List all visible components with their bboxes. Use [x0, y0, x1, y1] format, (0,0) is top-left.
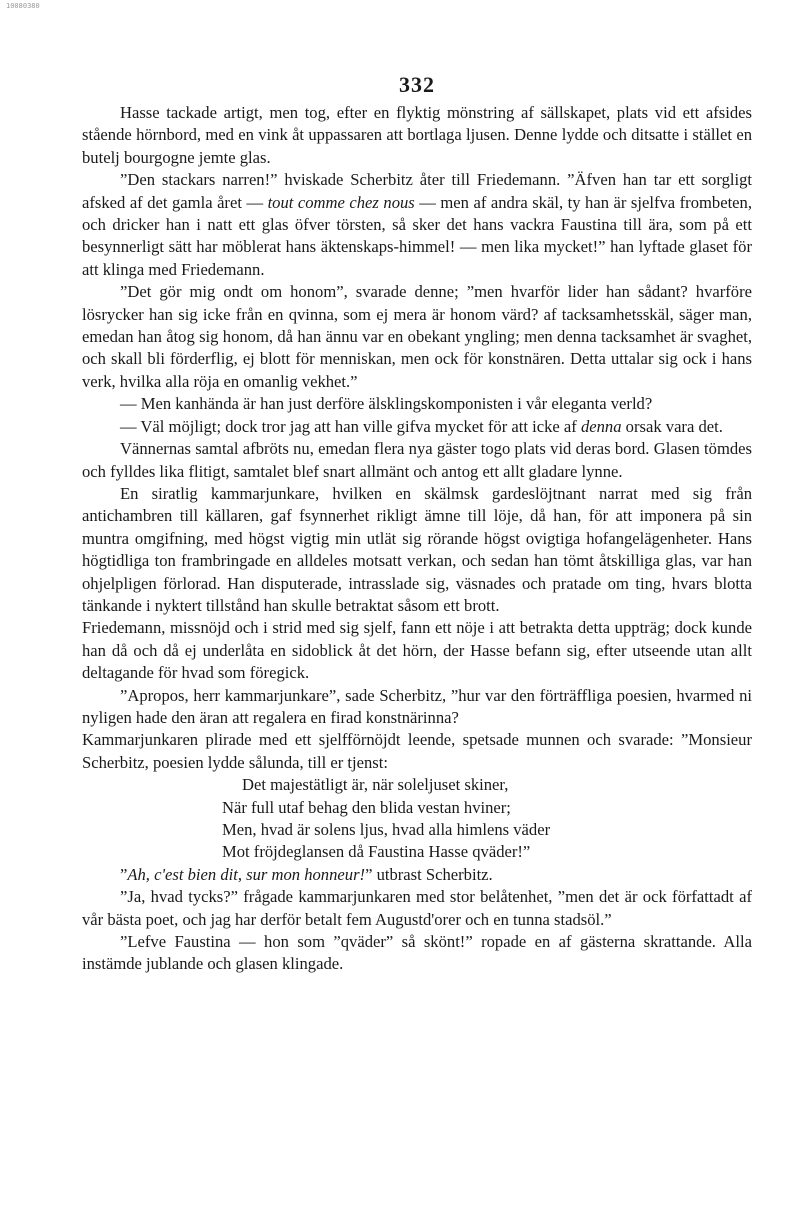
paragraph: ”Det gör mig ondt om honom”, svarade denne; ”men hvarför lider han sådant? hvarföre lösrycker han sig icke från en qvinna, som ej mera är honom värd? af tacksamhetsskäl, säger man, emedan han åtog sig honom, då han ännu var en obekant yngling; men denna tacksamhet är svaghet, och skall bli förderflig, ej blott för menniskan, men ock för konstnären. Detta uttalar sig ock i hans verk, hvilka alla röja en omanlig vekhet.” — [82, 282, 752, 391]
paragraph: ”Apropos, herr kammarjunkare”, sade Scherbitz, ”hur var den förträffliga poesien, hvarmed ni nyligen hade den äran att regalera en firad konstnärinna? — [82, 685, 752, 727]
verse-line: Men, hvad är solens ljus, hvad alla himlens väder — [222, 820, 551, 839]
paragraph: Kammarjunkaren plirade med ett sjelfförnöjdt leende, spetsade munnen och svarade: ”Monsieur Scherbitz, poesien lydde sålunda, till er tjenst: — [82, 730, 752, 772]
paragraph: ”Den stackars narren!” hviskade Scherbitz åter till Friedemann. ”Äfven han tar ett sorgligt afsked af det gamla året — tout comme chez nous — men af andra skäl, ty han är sjelfva frombeten, och dricker han i natt ett glas öfver törsten, så sker det hans vackra Faustina till ära, som på ett besynnerligt sätt har möblerat hans äktenskaps-himmel! — men lika mycket!” han lyftade glaset för att klinga med Friedemann. — [82, 170, 752, 279]
paragraph: Friedemann, missnöjd och i strid med sig sjelf, fann ett nöje i att betrakta detta uppträg; dock kunde han då och då ej underlåta en sidoblick åt det hörn, der Hasse befann sig, efter utseende utan allt deltagande för hvad som föregick. — [82, 618, 752, 683]
paragraph: — Men kanhända är han just derföre älsklingskomponisten i vår eleganta verld? — [120, 394, 653, 414]
verse-line: När full utaf behag den blida vestan hviner; — [222, 797, 511, 817]
paragraph: Hasse tackade artigt, men tog, efter en flyktig mönstring af sällskapet, plats vid ett afsides stående hörnbord, med en vink åt uppassaren att bortlaga ljusen. Denne lydde och ditsatte i stället en butelj bourgogne jemte glas. — [82, 103, 752, 167]
paragraph: ”Ja, hvad tycks?” frågade kammarjunkaren med stor belåtenhet, ”men det är ock författadt af vår bästa poet, och jag har derför betalt fem Augustd'orer och en tunna stadsöl.” — [82, 887, 752, 929]
corner-stamp: 10080380 — [6, 2, 40, 10]
verse-line: Mot fröjdeglansen då Faustina Hasse qväder!” — [222, 842, 531, 862]
paragraph: — Väl möjligt; dock tror jag att han ville gifva mycket för att icke af denna orsak vara det. — [120, 416, 723, 436]
book-page — [82, 72, 752, 976]
verse-block — [82, 774, 752, 864]
paragraph: Vännernas samtal afbröts nu, emedan flera nya gäster togo plats vid deras bord. Glasen tömdes och fylldes lika flitigt, samtalet blef snart allmänt och antog ett allt gladare lynne. — [82, 439, 752, 481]
paragraph: ”Ah, c'est bien dit, sur mon honneur!” utbrast Scherbitz. — [120, 864, 493, 884]
body-text — [82, 102, 752, 976]
verse-line: Det majestätligt är, när soleljuset skiner, — [242, 775, 509, 795]
paragraph: ”Lefve Faustina — hon som ”qväder” så skönt!” ropade en af gästerna skrattande. Alla instämde jublande och glasen klingade. — [82, 932, 752, 974]
page-number: 332 — [399, 72, 435, 97]
paragraph: En siratlig kammarjunkare, hvilken en skälmsk gardeslöjtnant narrat med sig från antichambren till källaren, gaf fsynnerhet rikligt ämne till löje, då han, för att imponera på sin muntra omgifning, med högst vigtig min utlät sig rörande högst ovigtiga hofangelägenheter. Hans högtidliga ton frambringade en alldeles motsatt verkan, och sedan han tömt åtskilliga glas, var han ohjelpligen förlorad. Han disputerade, intrasslade sig, väsnades och pratade om ting, hvars blotta tänkande i nyktert tillstånd han skulle betraktat såsom ett brott. — [82, 483, 752, 615]
